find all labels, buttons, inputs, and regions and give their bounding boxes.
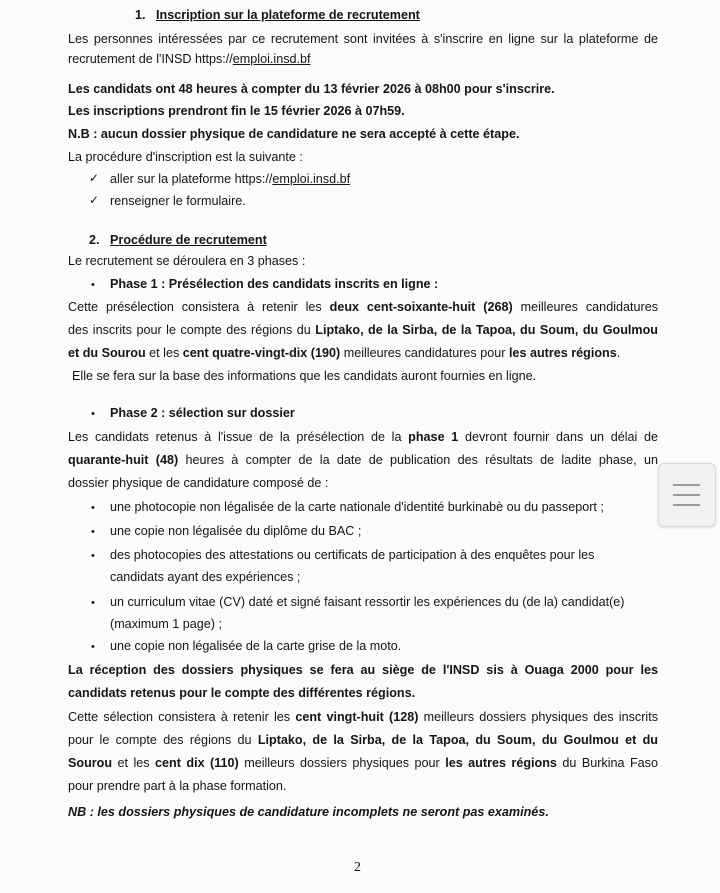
list-item-id-photocopy: une photocopie non légalisée de la carte nationale d'identité burkinabè ou du passeport ;: [110, 500, 604, 514]
list-item-attestations: des photocopies des attestations ou certificats de participation à des enquêtes pour les: [110, 548, 595, 562]
reception-line2: candidats retenus pour le compte des différentes régions.: [68, 686, 416, 700]
phase-1-line4: Elle se fera sur la base des informations que les candidats auront fournies en ligne.: [72, 369, 537, 383]
selection-line1: Cette sélection consistera à retenir les cent vingt-huit (128) meilleurs dossiers physiques des inscrits: [68, 710, 658, 724]
phase-1-line3: et du Sourou et les cent quatre-vingt-dix (190) meilleures candidatures pour les autres régions.: [68, 346, 621, 360]
list-item-cv-cont: (maximum 1 page) ;: [110, 617, 222, 631]
selection-line2: pour le compte des régions du Liptako, de la Sirba, de la Tapoa, du Soum, du Goulmou et du: [68, 733, 658, 747]
bullet-icon: •: [91, 597, 95, 609]
list-item-attestations-cont: candidats ayant des expériences ;: [110, 570, 301, 584]
checkmark-icon: ✓: [89, 171, 100, 185]
nb-no-physical-file: N.B : aucun dossier physique de candidature ne sera accepté à cette étape.: [68, 127, 520, 141]
procedure-intro: La procédure d'inscription est la suivante :: [68, 150, 303, 164]
phase-2-title: Phase 2 : sélection sur dossier: [110, 406, 295, 420]
platform-link-step[interactable]: emploi.insd.bf: [272, 172, 351, 186]
registration-deadline-end: Les inscriptions prendront fin le 15 février 2026 à 07h59.: [68, 104, 405, 118]
bullet-icon: •: [91, 550, 95, 562]
nb-incomplete-files: NB : les dossiers physiques de candidature incomplets ne seront pas examinés.: [68, 805, 549, 819]
list-item-bac-copy: une copie non légalisée du diplôme du BAC ;: [110, 524, 362, 538]
phase-1-line1: Cette présélection consistera à retenir les deux cent-soixante-huit (268) meilleures candidatures: [68, 300, 658, 314]
list-item-carte-grise: une copie non légalisée de la carte grise de la moto.: [110, 639, 402, 653]
step-fill-form: renseigner le formulaire.: [110, 194, 246, 208]
menu-button[interactable]: [658, 463, 716, 527]
bullet-icon: •: [91, 502, 95, 514]
step-go-to-platform: aller sur la plateforme https://emploi.insd.bf: [110, 172, 351, 186]
phase-1-title: Phase 1 : Présélection des candidats inscrits en ligne :: [110, 277, 439, 291]
section-1-heading: 1. Inscription sur la plateforme de recrutement: [135, 8, 420, 22]
checkmark-icon: ✓: [89, 193, 100, 207]
phase-2-line3: dossier physique de candidature composé de :: [68, 476, 329, 490]
phase-2-line1: Les candidats retenus à l'issue de la présélection de la phase 1 devront fournir dans un délai de: [68, 430, 658, 444]
bullet-icon: •: [91, 641, 95, 653]
section-1-intro-line2: recrutement de l'INSD https://emploi.insd.bf: [68, 52, 311, 66]
phase-1-line2: des inscrits pour le compte des régions du Liptako, de la Sirba, de la Tapoa, du Soum, du Goulmou: [68, 323, 658, 337]
selection-line4: pour prendre part à la phase formation.: [68, 779, 287, 793]
section-2-heading: 2. Procédure de recrutement: [89, 233, 267, 247]
section-1-intro-line1: Les personnes intéressées par ce recrutement sont invitées à s'inscrire en ligne sur la plateforme de: [68, 32, 658, 46]
bullet-icon: •: [91, 526, 95, 538]
bullet-icon: •: [91, 408, 95, 420]
reception-line1: La réception des dossiers physiques se fera au siège de l'INSD sis à Ouaga 2000 pour les: [68, 663, 658, 677]
bullet-icon: •: [91, 279, 95, 291]
phase-2-line2: quarante-huit (48) heures à compter de la date de publication des résultats de ladite phase, un: [68, 453, 658, 467]
selection-line3: Sourou et les cent dix (110) meilleurs dossiers physiques pour les autres régions du Burkina Faso: [68, 756, 658, 770]
platform-link[interactable]: emploi.insd.bf: [232, 52, 311, 66]
registration-deadline-start: Les candidats ont 48 heures à compter du 13 février 2026 à 08h00 pour s'inscrire.: [68, 82, 555, 96]
list-item-cv: un curriculum vitae (CV) daté et signé faisant ressortir les expériences du (de la) candidat(e): [110, 595, 625, 609]
page-number: 2: [354, 860, 361, 875]
section-2-intro: Le recrutement se déroulera en 3 phases :: [68, 254, 306, 268]
